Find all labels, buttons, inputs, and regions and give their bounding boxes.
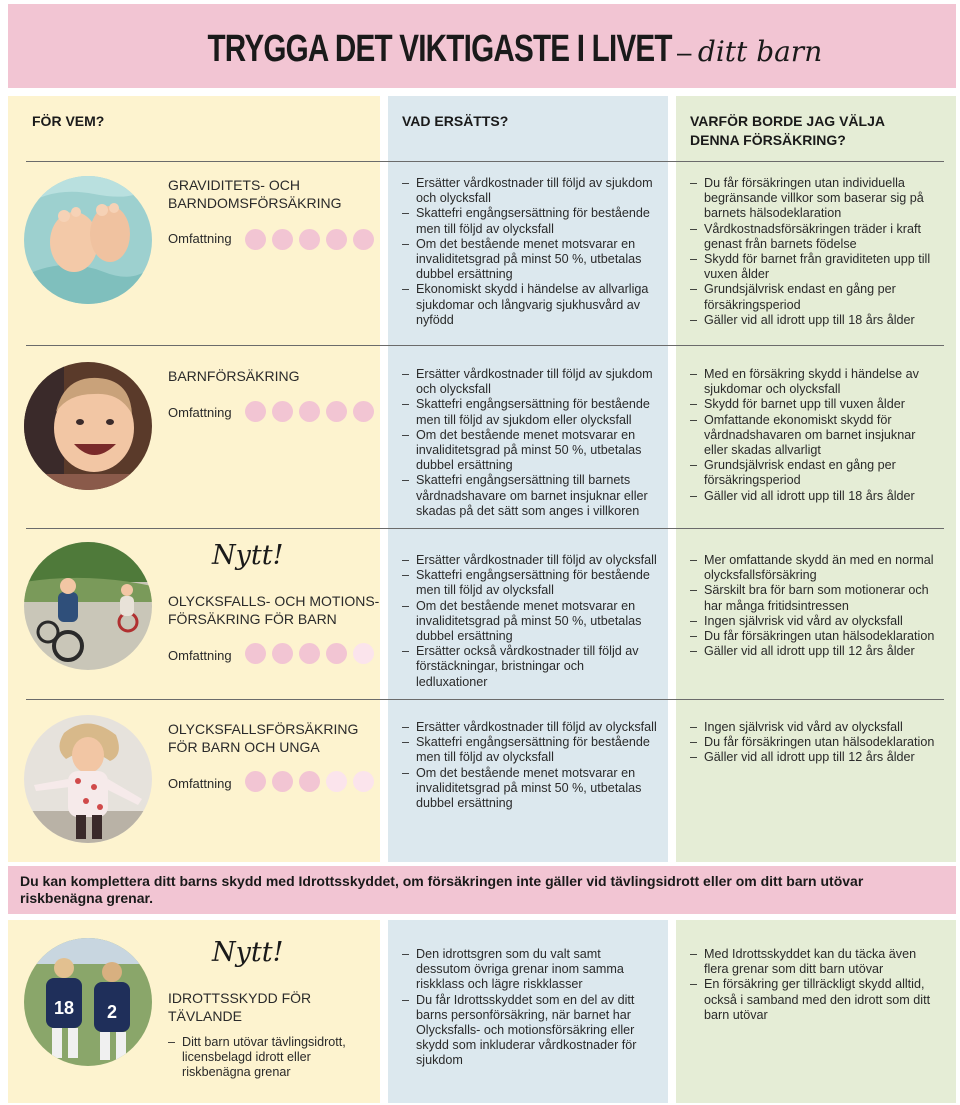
list-item: – Skattefri engångsersättning för bestående men till följd av sjukdom eller olycksfall bbox=[402, 397, 658, 427]
covered-list bbox=[402, 947, 658, 1069]
coverage-rating bbox=[245, 229, 374, 250]
coverage-dot-filled bbox=[326, 401, 347, 422]
coverage-dot-filled bbox=[272, 229, 293, 250]
covered-list bbox=[402, 367, 658, 519]
list-item: – Grundsjälvrisk endast en gång per försäkringsperiod bbox=[690, 282, 940, 312]
list-item: – Ditt barn utövar tävlingsidrott, licensbelagd idrott eller riskbenägna grenar bbox=[168, 1035, 368, 1081]
divider bbox=[26, 345, 944, 346]
list-item: – Du får försäkringen utan individuella begränsande villkor som baserar sig på barnets hälsodeklaration bbox=[690, 176, 940, 222]
list-item: – Ingen självrisk vid vård av olycksfall bbox=[690, 720, 940, 735]
why-list bbox=[690, 553, 940, 659]
list-item: – Mer omfattande skydd än med en normal olycksfallsförsäkring bbox=[690, 553, 940, 583]
product-title: IDROTTSSKYDD FÖR TÄVLANDE bbox=[168, 990, 312, 1024]
column-heading-for-whom: FÖR VEM? bbox=[32, 113, 105, 129]
list-item: – Du får försäkringen utan hälsodeklaration bbox=[690, 629, 940, 644]
list-item: – Gäller vid all idrott upp till 12 års ålder bbox=[690, 750, 940, 765]
list-item: – Ersätter vårdkostnader till följd av sjukdom och olycksfall bbox=[402, 367, 658, 397]
product-title: OLYCKSFALLSFÖRSÄKRING FÖR BARN OCH UNGA bbox=[168, 721, 359, 755]
coverage-dot-filled bbox=[353, 229, 374, 250]
list-item: – Den idrottsgren som du valt samt dessutom övriga grenar inom samma riskklass och lägre riskklasser bbox=[402, 947, 658, 993]
new-tag: Nytt! bbox=[212, 540, 284, 571]
baby-feet-photo bbox=[24, 176, 152, 304]
coverage-dot-filled bbox=[299, 771, 320, 792]
column-heading-covered: VAD ERSÄTTS? bbox=[402, 113, 509, 129]
coverage-dot-filled bbox=[245, 401, 266, 422]
coverage-dot-filled bbox=[326, 643, 347, 664]
coverage-dot-filled bbox=[272, 771, 293, 792]
covered-list bbox=[402, 176, 658, 328]
list-item: – Du får Idrottsskyddet som en del av ditt barns personförsäkring, när barnet har Olycksfalls- och motionsförsäkring eller skydd som inkluderar vårdkostnader för sjukdom bbox=[402, 993, 658, 1069]
coverage-dot-filled bbox=[326, 229, 347, 250]
list-item: – Ersätter vårdkostnader till följd av olycksfall bbox=[402, 720, 658, 735]
coverage-dot-filled bbox=[245, 771, 266, 792]
list-item: – Om det bestående menet motsvarar en invaliditetsgrad på minst 50 %, utbetalas dubbel ersättning bbox=[402, 766, 658, 812]
coverage-dot-filled bbox=[299, 401, 320, 422]
coverage-dot-filled bbox=[245, 643, 266, 664]
list-item: – Om det bestående menet motsvarar en invaliditetsgrad på minst 50 %, utbetalas dubbel ersättning bbox=[402, 428, 658, 474]
column-heading-why: VARFÖR BORDE JAG VÄLJA DENNA FÖRSÄKRING? bbox=[690, 113, 885, 148]
coverage-rating bbox=[245, 771, 374, 792]
page-subtitle: ditt barn bbox=[697, 35, 823, 68]
football-kids-photo bbox=[24, 938, 152, 1066]
product-title: GRAVIDITETS- OCH BARNDOMSFÖRSÄKRING bbox=[168, 177, 342, 211]
list-item: – Skattefri engångsersättning för bestående men till följd av olycksfall bbox=[402, 206, 658, 236]
list-item: – Med Idrottsskyddet kan du täcka även flera grenar som ditt barn utövar bbox=[690, 947, 940, 977]
laughing-toddler-photo bbox=[24, 362, 152, 490]
coverage-dot-filled bbox=[299, 229, 320, 250]
list-item: – Omfattande ekonomiskt skydd för vårdnadshavaren om barnet insjuknar eller skadas allvarligt bbox=[690, 413, 940, 459]
list-item: – Ersätter vårdkostnader till följd av sjukdom och olycksfall bbox=[402, 176, 658, 206]
jersey-number: 2 bbox=[106, 1002, 118, 1022]
list-item: – Gäller vid all idrott upp till 12 års ålder bbox=[690, 644, 940, 659]
divider bbox=[26, 161, 944, 162]
list-item: – Ersätter vårdkostnader till följd av olycksfall bbox=[402, 553, 658, 568]
title-dash: – bbox=[676, 37, 692, 67]
list-item: – Vårdkostnadsförsäkringen träder i kraft genast från barnets födelse bbox=[690, 222, 940, 252]
list-item: – Skattefri engångsersättning för bestående men till följd av olycksfall bbox=[402, 735, 658, 765]
list-item: – Skydd för barnet upp till vuxen ålder bbox=[690, 397, 940, 412]
list-item: – Om det bestående menet motsvarar en invaliditetsgrad på minst 50 %, utbetalas dubbel ersättning bbox=[402, 237, 658, 283]
why-list bbox=[690, 947, 940, 1023]
coverage-dot-empty bbox=[353, 771, 374, 792]
coverage-label: Omfattning bbox=[168, 648, 232, 663]
coverage-dot-filled bbox=[272, 401, 293, 422]
coverage-rating bbox=[245, 401, 374, 422]
divider bbox=[26, 528, 944, 529]
list-item: – Du får försäkringen utan hälsodeklaration bbox=[690, 735, 940, 750]
covered-list bbox=[402, 553, 658, 690]
coverage-dot-empty bbox=[326, 771, 347, 792]
list-item: – Om det bestående menet motsvarar en invaliditetsgrad på minst 50 %, utbetalas dubbel ersättning bbox=[402, 599, 658, 645]
header-banner bbox=[8, 4, 956, 88]
list-item: – Särskilt bra för barn som motionerar och har många fritidsintressen bbox=[690, 583, 940, 613]
list-item: – En försäkring ger tillräckligt skydd alltid, också i samband med den idrott som ditt barn utövar bbox=[690, 977, 940, 1023]
jersey-number: 18 bbox=[53, 998, 75, 1018]
covered-list bbox=[402, 720, 658, 811]
coverage-label: Omfattning bbox=[168, 776, 232, 791]
supplement-note-banner bbox=[8, 866, 956, 914]
coverage-dot-filled bbox=[272, 643, 293, 664]
product-title: OLYCKSFALLS- OCH MOTIONS-FÖRSÄKRING FÖR BARN bbox=[168, 593, 380, 627]
new-tag: Nytt! bbox=[212, 937, 284, 968]
why-list bbox=[690, 367, 940, 504]
why-list bbox=[690, 176, 940, 328]
coverage-rating bbox=[245, 643, 374, 664]
coverage-label: Omfattning bbox=[168, 231, 232, 246]
why-list bbox=[690, 720, 940, 766]
list-item: – Skydd för barnet från graviditeten upp till vuxen ålder bbox=[690, 252, 940, 282]
list-item: – Grundsjälvrisk endast en gång per försäkringsperiod bbox=[690, 458, 940, 488]
who-list bbox=[168, 1035, 368, 1081]
list-item: – Gäller vid all idrott upp till 18 års ålder bbox=[690, 489, 940, 504]
coverage-label: Omfattning bbox=[168, 405, 232, 420]
list-item: – Skattefri engångsersättning till barnets vårdnadshavare om barnet insjuknar eller skadas på det sätt som anges i villkoren bbox=[402, 473, 658, 519]
list-item: – Gäller vid all idrott upp till 18 års ålder bbox=[690, 313, 940, 328]
page-title: TRYGGA DET VIKTIGASTE I LIVET bbox=[207, 28, 672, 70]
coverage-dot-filled bbox=[353, 401, 374, 422]
list-item: – Ersätter också vårdkostnader till följd av förstäckningar, bristningar och ledluxationer bbox=[402, 644, 658, 690]
product-title: BARNFÖRSÄKRING bbox=[168, 368, 300, 384]
list-item: – Med en försäkring skydd i händelse av sjukdomar och olycksfall bbox=[690, 367, 940, 397]
coverage-dot-filled bbox=[299, 643, 320, 664]
children-cycling-photo bbox=[24, 542, 152, 670]
coverage-dot-filled bbox=[245, 229, 266, 250]
list-item: – Ekonomiskt skydd i händelse av allvarliga sjukdomar och långvarig sjukhusvård av nyfödd bbox=[402, 282, 658, 328]
divider bbox=[26, 699, 944, 700]
list-item: – Ingen självrisk vid vård av olycksfall bbox=[690, 614, 940, 629]
supplement-note: Du kan komplettera ditt barns skydd med Idrottsskyddet, om försäkringen inte gäller vid tävlingsidrott eller om ditt barn utövar riskbenägna grenar. bbox=[20, 873, 864, 906]
dancing-girl-photo bbox=[24, 715, 152, 843]
coverage-dot-empty bbox=[353, 643, 374, 664]
list-item: – Skattefri engångsersättning för bestående men till följd av olycksfall bbox=[402, 568, 658, 598]
